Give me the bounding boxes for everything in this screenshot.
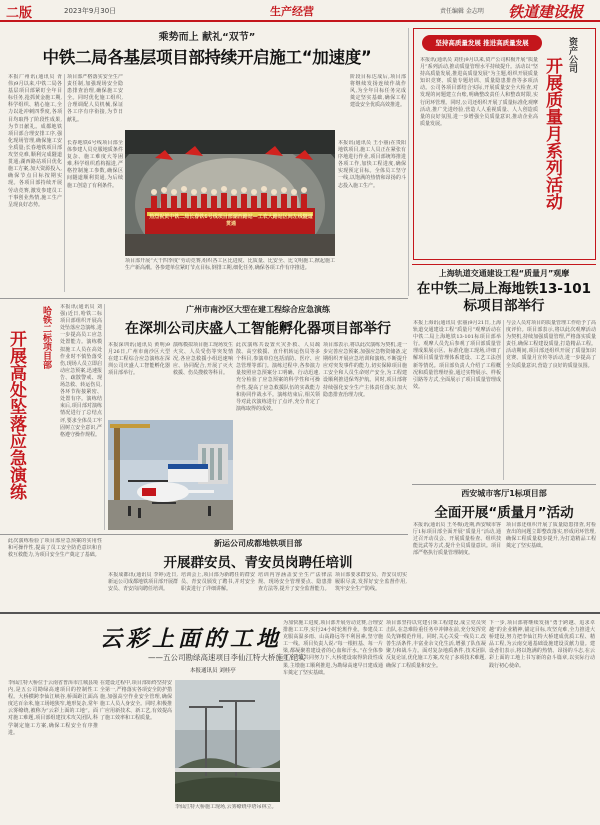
safety-body-col3: 此次演练共设置火灾扑救、人员疏散、高空救援、直升机转运伤员等多个科目,参演单位包括消防、医疗、应急管理等部门。演练过程中,各参演力量按照应急预案分工明确、行动迅速,充分检验了应急预案的科学性和可操作性,提高了应急救援队伍的实战能力和协同作战水平。演练结束后,相关领导对此次演练进行了点评,充分肯定了演练取得的成效。 (236, 342, 320, 412)
xian-kicker: 西安城市客厅1标项目部 (461, 489, 547, 498)
xian-body-col2: 项目部还组织开展了质量隐患排查,对检查出的问题立即整改落实,形成闭环管理,确保工程质量稳步提升,为打造精品工程奠定了坚实基础。 (506, 522, 596, 550)
left-vertical-body-tail: 此次演练检验了项目部应急预案的实用性和可操作性,提高了员工安全防范意识和自救互救能力,为项目安全生产奠定了基础。 (8, 538, 102, 559)
safety-body-col2: 演练模拟项目施工现场发生火灾、人员受伤等突发情况,各应急救援小组迅速响应、协同配合,开展了灭火救援、伤员搜救等科目。 (173, 342, 233, 377)
training-headline: 开展群安员、青安员岗聘任培训 (163, 555, 353, 571)
feature-body-col3: 为加快施工进度,项目部开展劳动竞赛,合理安排施工工序,实行24小时轮班作业。参建员工克服高温多雨、山高路远等不利因素,坚守施工一线。项目负责人说:“每一根桩基、每一片梁,都凝聚着建设者的心血和汗水。”在全体参建人员的共同努力下,大桥建设取得阶段性成果,主墩施工顺利推进,为勘绿高速早日建成通车奠定了坚实基础。 (283, 620, 383, 676)
feature-body-col1: 李仙江特大桥位于云南省普洱市江城县境内,是五公司勘绿高速项目的控制性工程。大桥横跨李仙江峡谷,桥面距江面高度达百余米,施工场地狭窄,地形复杂,常年云雾缭绕,被称为“云彩上面的工地”。面对施工难题,项目部组建技术攻关团队,科学制定施工方案,确保工程安全有序推进。 (8, 680, 98, 736)
xian-headline: 全面开展“质量月”活动 (434, 505, 574, 521)
left-vertical-title: 开展高处坠落应急演练 (6, 330, 26, 500)
box-banner: 坚持高质量发展 推进高质量发展 (422, 35, 542, 51)
bridge-cranes-image (175, 680, 280, 802)
feature-byline: 本报通讯员 刘桂亭 (190, 668, 236, 674)
shanghai-kicker: 上海轨道交通建设工程“质量月”观摩 (438, 269, 570, 278)
feature-photo-caption: 李仙江特大桥施工现场,云雾缭绕中塔吊林立。 (175, 804, 277, 810)
training-body-col1: 本报成都讯(通讯员 李婷)近日,新运公司成都地铁项目部开展群安员、青安岗岗聘任培训。 (108, 572, 178, 593)
edition-number: 二版 (6, 6, 33, 21)
lead-body-col5b: 本报讯(通讯员 王小丽)在贵阳地铁项目,施工人员正在紧张有序地进行作业,项目部统筹推进各项工作,加快工程进度,确保实现预定目标。全体员工坚守一线,以饱满的热情和昂扬的斗志投入施工生产。 (338, 140, 406, 189)
quality-month-box (413, 28, 596, 260)
lead-kicker: 乘势而上 献礼“双节” (158, 32, 256, 43)
section-rule (412, 264, 596, 265)
training-kicker: 新运公司成都地铁项目部 (214, 539, 302, 548)
safety-body-col1: 本报深圳讯(通讯员 黄明)9月26日,广州市南沙区大型在建工程综合应急演练在深圳公司庆盛人工智能孵化器项目部举行。 (108, 342, 170, 377)
lead-photo (125, 130, 335, 256)
safety-kicker: 广州市南沙区大型在建工程综合应急演练 (186, 305, 330, 314)
lead-body-col1: 本报广州讯(通讯员 胥伟)9月以来,中铁二局各基层项目部紧盯全年目标任务,抢抓黄金施工期,科学组织、精心施工,全力以赴冲刺四季度,各项目均取得了阶段性成果,为节日献礼。成都地铁项目部合理安排工序,强化现场管理,确保施工安全质量;长春地铁项目部攻坚克难,顺利完成隧道贯通;湖西路站项目优化施工方案,加大资源投入,确保节点目标按期实现。各项目部持续开展劳动竞赛,激发参建员工干事创业热情,施工生产呈现良好态势。 (8, 74, 62, 208)
training-body-col3: 培训内容涵盖安全生产法律法规、现场安全管理要点、隐患排查方法等,提升了安全监督能力。 (258, 572, 332, 593)
editor-credit: 责任编辑 金志明 (440, 8, 484, 15)
section-rule (0, 612, 600, 614)
feature-body-col2: 在建设过程中,项目部始终坚持安全第一,严格落实各项安全防护措施,加强高空作业安全管理,确保施工人员人身安全。同时,积极推广应用新技术、新工艺,有效提高了施工效率和工程质量。 (100, 680, 172, 722)
shanghai-body-col2: 与会人员对项目的质量管理工作给予了高度评价。项目部表示,将以此次观摩活动为契机,持续加强质量管理,严格落实质量责任,确保工程建设质量,打造精品工程。活动期间,项目部还组织开展了质量知识竞赛、质量月宣传等活动,进一步提高了全员质量意识,营造了良好的质量氛围。 (506, 320, 596, 369)
feature-photo (175, 680, 280, 802)
box-body: 本报讯(通讯员 刘佳)9月以来,资产公司积极开展“质量月”系列活动,推动质量管理水平持续提升。活动以“坚持高质量发展,推进高质量发展”为主题,组织开展质量知识竞赛、质量专题培训、质量隐患排查等多项活动。公司各项目部结合实际,开展质量安全大检查,对发现的问题建立台账,明确整改责任人和整改时限,实行闭环管理。同时,公司还组织开展了质量标准化观摩活动,推广先进经验,营造人人重视质量、人人创造质量的良好氛围,进一步增强全员质量意识,推动企业高质量发展。 (420, 57, 538, 127)
safety-body-col4: 项目部表示,将以此次演练为契机,进一步完善应急预案,加强应急物资储备,定期组织开展应急培训和演练,不断提升应对突发事件的能力,切实保障项目施工安全和人员生命财产安全,为工程建设顺利推进保驾护航。同时,项目部将持续强化安全生产主体责任落实,加大隐患排查治理力度。 (323, 342, 407, 398)
section-rule (0, 534, 408, 535)
paper-name: 铁道建设报 (508, 3, 584, 21)
lead-headline: 中铁二局各基层项目部持续开启施工“加速度” (42, 48, 372, 67)
xian-body-col1: 本报讯(通讯员 王冬梅)近期,西安城市客厅1标项目部全面开展“质量月”活动,通过召开动员会、开展质量检查、组织技能比武等方式,提升全员质量意识。项目部严格执行质量管理制度。 (413, 522, 501, 557)
feature-title: 云彩上面的工地 (100, 626, 283, 652)
feature-body-col4: 项目部坚持以党建引领工程建设,成立党员突击队,在急难险重任务中冲锋在前,充分发挥党员先锋模范作用。同时,关心关爱一线员工,改善生活条件,丰富业余文化生活,增强了队伍凝聚力和战斗力。面对复杂地质条件,技术团队反复论证,优化施工方案,攻克了多项技术难题,确保了工程质量和安全。 (386, 620, 486, 669)
shanghai-headline: 在中铁二局上海地铁13-101标项目部举行 (416, 281, 592, 314)
column-rule (503, 320, 504, 480)
shanghai-body-col1: 本报上海讯(通讯员 张丽)9月21日,上海轨道交通建设工程“质量月”观摩活动在中铁二局上海地铁13-101标项目部举行。观摩人员先后参观了项目部质量管理成果展示区、标准化施工现场,详细了解项目质量管理体系建设、工艺工法创新等情况。项目部负责人介绍了工程概况和质量管理经验,通过实物展示、样板引路等方式,全面展示了项目质量管理成效。 (413, 320, 501, 390)
section-title: 生产经营 (270, 5, 314, 18)
left-vertical-kicker: 哈铁二标项目部 (41, 306, 51, 369)
box-kicker: 资产公司 (567, 37, 577, 73)
lead-body-col5: 阶段目标达成后,项目部将继续发扬连续作战作风,为全年目标任务完成奠定坚实基础,确保工程建设安全优质高效推进。 (350, 74, 406, 109)
tunnel-celebration-image (125, 130, 335, 256)
lead-body-under-photo: 项目部开展“大干四季度”劳动竞赛,组织各工区比进度、比质量、比安全、比文明施工,掀起施工生产新高潮。各参建单位紧盯节点目标,倒排工期,细化任务,确保各项工作有序推进。 (125, 258, 335, 272)
left-vertical-body: 本报讯(通讯员 刘强)近日,哈铁二标项目部组织开展高处坠落应急演练,进一步提高员工应急处置能力。演练模拟施工人员在高处作业时不慎坠落受伤,现场人员立即启动应急预案,迅速报告、疏散警戒、现场急救、转运伤员,各环节衔接紧密、处置有序。演练结束后,项目部对演练情况进行了总结点评,要求全体员工牢固树立安全意识,严格遵守操作规程。 (60, 304, 102, 438)
column-rule (64, 74, 65, 292)
section-rule (0, 298, 408, 299)
edition-date: 2023年9月30日 (64, 7, 117, 15)
lead-photo-banner: 热烈祝贺中铁二局长春铁6号线项目部湖西路站—工农大路站区间左线隧道贯通 (149, 214, 313, 227)
safety-headline: 在深圳公司庆盛人工智能孵化器项目部举行 (125, 321, 391, 337)
feature-subtitle: ——五公司勘绿高速项目李仙江特大桥施工纪实 (148, 653, 306, 662)
feature-body-col5: 下一步,项目部将继续发扬“勇于跨越、追求卓越”的企业精神,锚定目标,攻坚克难,全力推进大桥建设,努力把李仙江特大桥建成优质工程、精品工程,为云南交通基础设施建设贡献力量。建设者们表示,将以饱满的热情、昂扬的斗志,在云彩上面的工地上书写新的奋斗篇章,以实际行动践行初心使命。 (489, 620, 595, 669)
column-rule (408, 28, 409, 296)
lead-body-col2b: 长春地铁6号线项目部全体参建人员克服地质条件复杂、施工难度大等困难,科学组织盾构掘进,严格控制施工参数,确保区间隧道顺利贯通,为后续施工创造了有利条件。 (67, 140, 123, 189)
masthead (0, 0, 600, 22)
column-rule (104, 304, 105, 530)
training-body-col2: 培训会上,项目部为新聘任的群安员、青安员颁发了聘书,并对安全职责进行了详细讲解。 (181, 572, 255, 593)
box-title: 开展质量月系列活动 (542, 57, 562, 210)
training-body-col4: 项目部要求群安员、青安员切实履职尽责,发挥好安全监督作用,筑牢安全生产防线。 (335, 572, 407, 593)
lead-body-col2: 项目部严格落实安全生产责任制,加强现场安全隐患排查治理,确保施工安全。同时优化施工组织,合理调配人员机械,保证各工序有序衔接,为节日献礼。 (67, 74, 123, 123)
section-rule (412, 484, 596, 485)
